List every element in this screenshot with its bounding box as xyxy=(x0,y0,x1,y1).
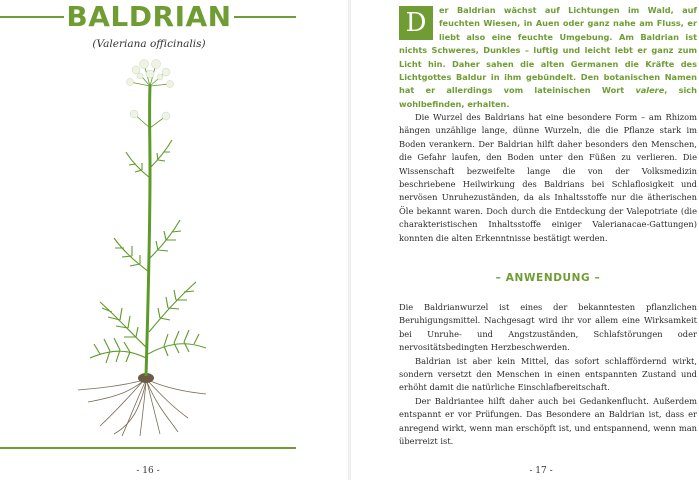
paragraph-usage-2: Baldrian ist aber kein Mittel, das sofort schlaffördernd wirkt, sondern versetzt den Menschen in einen entspannten Zustand und erhöht damit die natürliche Einschlafbereitschaft. xyxy=(399,355,697,393)
body-section-2 xyxy=(399,301,697,448)
right-page xyxy=(351,0,699,480)
title-rule-right xyxy=(234,16,296,18)
intro-italic-word: valere xyxy=(635,85,665,96)
intro-tail: , sich wohlbefinden, erhalten. xyxy=(399,85,697,109)
leaf-lower-left xyxy=(90,302,147,363)
valerian-illustration xyxy=(70,58,220,438)
roots xyxy=(78,380,206,436)
latin-name: (Valeriana officinalis) xyxy=(92,38,206,50)
paragraph-usage-1: Die Baldrianwurzel ist eines der bekanntesten pflanzlichen Beruhigungsmittel. Nachgesagt wird ihr vor allem eine Wirksamkeit bei Unruhe- und Angstzuständen, Schlafstörungen oder nervositätsbedingten Herzbeschwerden. xyxy=(399,302,697,353)
intro-lead: er Baldrian wächst auf Lichtungen im Wald, auf feuchten Wiesen, in Auen oder ganz nahe am Fluss, er liebt also eine feuchte Umgebung. Am Baldrian ist nichts Schweres, Dunkles – luftig und leicht lebt er ganz zum Licht hin. Daher sahen die alten Germanen die Kräfte des Lichtgottes Baldur in ihm gebündelt. Den botanischen Namen hat er allerdings vom lateinischen Wort xyxy=(399,5,697,96)
body-section-1 xyxy=(399,111,697,245)
page-number-left: - 16 - xyxy=(136,466,160,476)
page-number-right: - 17 - xyxy=(529,466,553,476)
title-rule-left xyxy=(0,16,64,18)
drop-cap: D xyxy=(399,6,433,40)
section-heading: – ANWENDUNG – xyxy=(495,272,601,284)
leaf-lower-right xyxy=(148,282,206,356)
intro-paragraph xyxy=(399,4,697,111)
left-page xyxy=(0,0,348,480)
intro-block xyxy=(399,4,697,111)
page-title: BALDRIAN xyxy=(66,0,232,33)
stem xyxy=(146,86,150,376)
title-row xyxy=(0,0,348,36)
paragraph-root: Die Wurzel des Baldrians hat eine besondere Form – am Rhizom hängen unzählige lange, dünne Wurzeln, die die Pflanze stark im Boden verankern. Der Baldrian hilft daher besonders den Menschen, die Gefahr laufen, den Boden unter den Füßen zu verlieren. Die Wissenschaft bezweifelte lange die von der Volksmedizin beschriebene Heilwirkung des Baldrians bei Schlaflosigkeit und nervösen Unruhezuständen, da als Inhaltsstoffe nur die ätherischen Öle bekannt waren. Doch durch die Entdeckung der Valepotriate (die charakteristischen Inhaltsstoffe einiger Valerianacae-Gattungen) konnten die alten Erkenntnisse bestätigt werden. xyxy=(399,112,697,243)
paragraph-usage-3: Der Baldriantee hilft daher auch bei Gedankenflucht. Außerdem entspannt er vor Prüfungen. Das Besondere an Baldrian ist, dass er anregend wirkt, wenn man erschöpft ist, und entspannend, wenn man überreizt ist. xyxy=(399,395,697,447)
bottom-rule xyxy=(0,447,296,449)
